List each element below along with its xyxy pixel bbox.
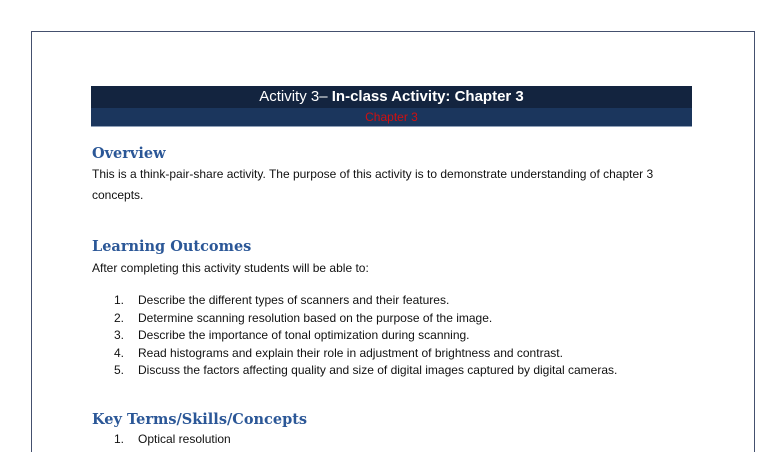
item-text: Describe the importance of tonal optimization during scanning. <box>138 328 470 342</box>
list-item <box>92 345 617 363</box>
key-terms-list <box>92 431 231 449</box>
item-number: 1. <box>114 432 125 446</box>
item-text: Determine scanning resolution based on the purpose of the image. <box>138 310 493 325</box>
document-title <box>91 86 692 108</box>
overview-text: This is a think-pair-share activity. The purpose of this activity is to demonstrate understanding of chapter 3 concepts. <box>92 167 654 202</box>
item-number: 4. <box>114 345 125 360</box>
item-text: Read histograms and explain their role in adjustment of brightness and contrast. <box>138 345 563 360</box>
list-item <box>92 362 617 380</box>
item-number: 1. <box>114 293 125 307</box>
title-prefix: Activity 3– <box>259 88 332 105</box>
item-text: Optical resolution <box>138 432 231 446</box>
item-number: 3. <box>114 328 125 342</box>
title-banner <box>91 86 692 126</box>
item-text: Describe the different types of scanners and their features. <box>138 293 450 307</box>
item-text: Discuss the factors affecting quality and size of digital images captured by digital cameras. <box>138 363 618 377</box>
list-item <box>92 310 617 328</box>
overview-heading: Overview <box>92 145 166 162</box>
title-main: In-class Activity: Chapter 3 <box>331 88 524 105</box>
document-subtitle: Chapter 3 <box>91 108 692 127</box>
key-terms-heading: Key Terms/Skills/Concepts <box>92 411 308 428</box>
item-number: 5. <box>114 363 125 377</box>
learning-outcomes-intro: After completing this activity students will be able to: <box>92 261 369 275</box>
learning-outcomes-list <box>92 292 617 380</box>
item-number: 2. <box>114 310 125 325</box>
learning-outcomes-heading: Learning Outcomes <box>92 238 252 255</box>
list-item <box>92 431 231 449</box>
list-item <box>92 327 617 345</box>
list-item <box>92 292 617 310</box>
